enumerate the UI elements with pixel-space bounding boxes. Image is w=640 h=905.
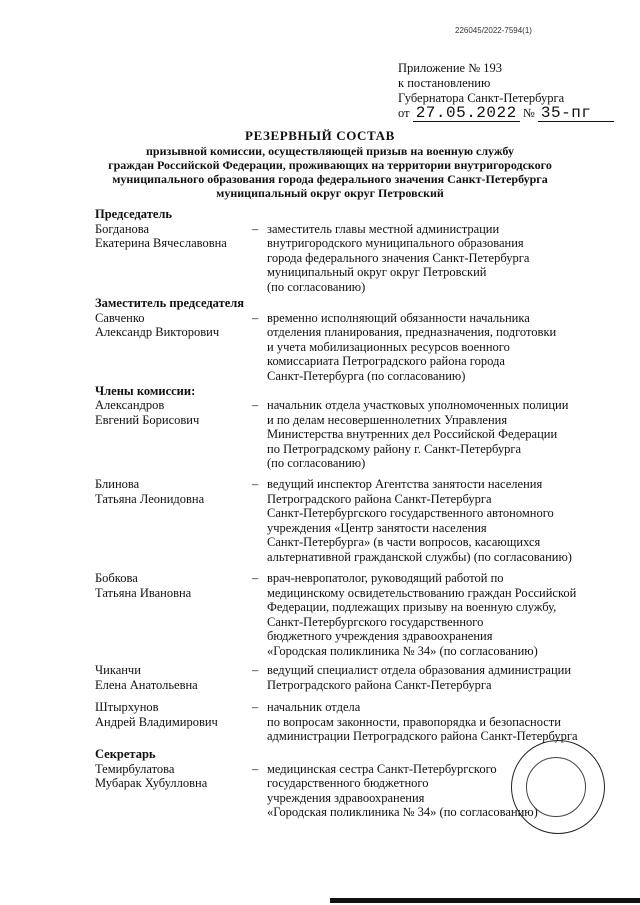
given-names: Елена Анатольевна <box>95 677 198 692</box>
desc-line: учреждения «Центр занятости населения <box>267 520 487 535</box>
person-name <box>95 222 227 251</box>
given-names: Екатерина Вячеславовна <box>95 236 227 250</box>
desc-line: Федерации, подлежащих призыву на военную службу, <box>267 600 557 614</box>
desc-line: заместитель главы местной администрации <box>267 221 500 236</box>
chairman-section <box>95 207 605 297</box>
dash: – <box>252 310 259 325</box>
person-name <box>95 663 198 692</box>
date-value: 27.05.2022 <box>413 106 520 122</box>
position-description <box>267 571 612 658</box>
given-names: Андрей Владимирович <box>95 714 218 729</box>
position-description <box>267 222 612 295</box>
position-description <box>267 663 612 692</box>
dash: – <box>252 477 259 491</box>
surname: Бобкова <box>95 571 138 585</box>
desc-line: по Петроградскому району г. Санкт-Петербурга <box>267 441 522 456</box>
person-name <box>95 700 218 729</box>
dash: – <box>252 700 259 714</box>
dash: – <box>252 663 259 677</box>
desc-line: «Городская поликлиника № 34» (по согласованию) <box>267 643 538 658</box>
desc-line: по вопросам законности, правопорядка и безопасности <box>267 714 561 729</box>
position-description <box>267 398 612 471</box>
role-heading: Председатель <box>95 207 173 221</box>
desc-line: муниципальный округ округ Петровский <box>267 265 487 279</box>
dash: – <box>252 221 259 236</box>
desc-line: и учета мобилизационных ресурсов военного <box>267 339 510 354</box>
surname: Чиканчи <box>95 663 141 677</box>
desc-line: Санкт-Петербурга (по согласованию) <box>267 368 466 383</box>
desc-line: начальник отдела участковых уполномоченных полиции <box>267 398 569 412</box>
desc-line: (по согласованию) <box>267 456 366 470</box>
dash: – <box>252 398 259 412</box>
desc-line: учреждения здравоохранения <box>267 790 425 805</box>
desc-line: Санкт-Петербургского государственного автономного <box>267 506 554 520</box>
desc-line: Петроградского района Санкт-Петербурга <box>267 491 492 506</box>
appendix-block <box>398 61 614 122</box>
member-entry <box>95 571 605 661</box>
desc-line: Санкт-Петербургского государственного <box>267 614 484 629</box>
desc-line: медицинская сестра Санкт-Петербургского <box>267 761 497 776</box>
desc-line: Министерства внутренних дел Российской Федерации <box>267 427 558 441</box>
desc-line: отделения планирования, предназначения, подготовки <box>267 325 557 339</box>
person-name <box>95 311 219 340</box>
desc-line: медицинскому освидетельствованию граждан Российской <box>267 585 577 600</box>
surname: Богданова <box>95 221 150 236</box>
members-heading: Члены комиссии: <box>95 384 196 398</box>
desc-line: альтернативной гражданской службы) (по согласованию) <box>267 549 572 564</box>
document-title: РЕЗЕРВНЫЙ СОСТАВ <box>245 128 395 143</box>
document-subtitle <box>70 144 590 200</box>
role-heading: Заместитель председателя <box>95 296 245 310</box>
desc-line: администрации Петроградского района Санкт-Петербурга <box>267 729 578 743</box>
subtitle-line: муниципального образования города федерального значения Санкт-Петербурга <box>112 172 548 186</box>
position-description <box>267 311 612 384</box>
desc-line: «Городская поликлиника № 34» (по согласованию) <box>267 805 538 819</box>
deputy-section <box>95 296 605 386</box>
desc-line: (по согласованию) <box>267 279 366 294</box>
subtitle-line: граждан Российской Федерации, проживающих на территории внутригородского <box>108 158 552 172</box>
date-prefix: от <box>398 106 410 120</box>
person-name <box>95 571 191 600</box>
person-name <box>95 398 199 427</box>
desc-line: комиссариата Петроградского района города <box>267 354 505 368</box>
surname: Александров <box>95 398 165 412</box>
given-names: Евгений Борисович <box>95 412 200 427</box>
given-names: Мубарак Хубулловна <box>95 776 208 790</box>
document-number: 226045/2022-7594(1) <box>455 26 532 35</box>
dash: – <box>252 571 259 585</box>
surname: Савченко <box>95 310 145 325</box>
member-entry <box>95 398 605 473</box>
desc-line: временно исполняющий обязанности начальника <box>267 310 530 325</box>
dash: – <box>252 761 259 776</box>
desc-line: ведущий специалист отдела образования администрации <box>267 663 572 677</box>
desc-line: врач-невропатолог, руководящий работой по <box>267 571 504 585</box>
scan-edge-bar <box>330 898 640 903</box>
given-names: Татьяна Леонидовна <box>95 491 205 506</box>
position-description <box>267 700 612 744</box>
desc-line: государственного бюджетного <box>267 776 429 790</box>
desc-line: бюджетного учреждения здравоохранения <box>267 629 493 643</box>
desc-line: внутригородского муниципального образования <box>267 236 524 250</box>
surname: Темирбулатова <box>95 761 175 776</box>
desc-line: ведущий инспектор Агентства занятости населения <box>267 477 543 491</box>
person-name <box>95 762 207 791</box>
member-entry <box>95 700 605 745</box>
desc-line: начальник отдела <box>267 700 361 714</box>
appendix-date-line <box>398 106 614 122</box>
appendix-line: к постановлению <box>398 76 491 90</box>
subtitle-line: призывной комиссии, осуществляющей призыв на военную службу <box>146 144 514 158</box>
position-description <box>267 477 612 564</box>
appendix-line: Губернатора Санкт-Петербурга <box>398 91 565 105</box>
surname: Блинова <box>95 477 140 491</box>
number-value: 35-пг <box>538 106 614 122</box>
desc-line: и по делам несовершеннолетних Управления <box>267 412 508 427</box>
surname: Штырхунов <box>95 700 159 714</box>
member-entry <box>95 477 605 567</box>
appendix-line: Приложение № 193 <box>398 61 503 75</box>
desc-line: Санкт-Петербурга» (в части вопросов, касающихся <box>267 535 541 549</box>
member-entry <box>95 663 605 695</box>
number-prefix: № <box>522 106 535 120</box>
subtitle-line: муниципальный округ округ Петровский <box>216 186 444 200</box>
person-name <box>95 477 204 506</box>
desc-line: Петроградского района Санкт-Петербурга <box>267 677 492 692</box>
official-stamp-inner-ring <box>526 757 586 817</box>
given-names: Татьяна Ивановна <box>95 585 192 600</box>
given-names: Александр Викторович <box>95 325 220 339</box>
desc-line: города федерального значения Санкт-Петербурга <box>267 250 530 265</box>
role-heading: Секретарь <box>95 747 156 761</box>
